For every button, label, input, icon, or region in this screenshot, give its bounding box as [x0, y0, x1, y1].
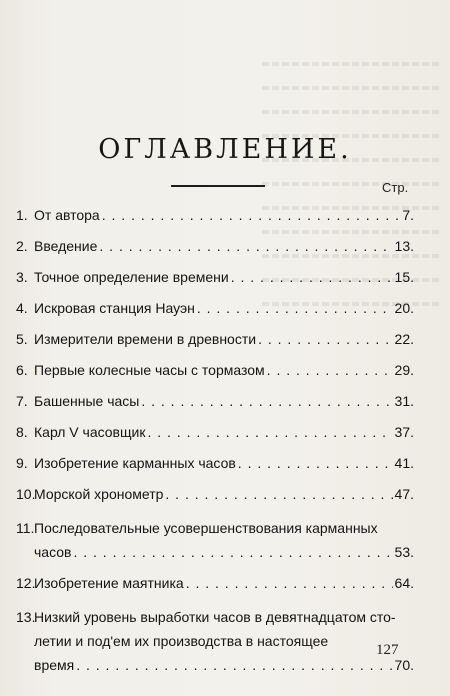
- toc-entry: [16, 448, 414, 479]
- dot-leader: [147, 417, 392, 448]
- toc-entry: [16, 386, 414, 417]
- entry-number: 2.: [16, 238, 28, 254]
- dot-leader: [99, 231, 392, 262]
- toc-entry: [16, 200, 414, 231]
- entry-title-line: часов: [34, 544, 72, 560]
- entry-title: Карл V часовщик: [34, 424, 146, 440]
- toc-entry: [16, 324, 414, 355]
- entry-number: 8.: [16, 424, 28, 440]
- page-heading: ОГЛАВЛЕНИЕ.: [98, 134, 352, 165]
- dot-leader: [73, 540, 392, 564]
- entry-title: Введение: [34, 238, 98, 254]
- entry-number: 3.: [16, 269, 28, 285]
- table-of-contents: [16, 200, 414, 681]
- entry-title: Точное определение времени: [34, 269, 229, 285]
- entry-title: Изобретение маятника: [34, 575, 184, 591]
- toc-entry: [16, 262, 414, 293]
- entry-number: 4.: [16, 300, 28, 316]
- dot-leader: [186, 568, 393, 599]
- dot-leader: [141, 386, 392, 417]
- entry-page: 15.: [394, 269, 414, 285]
- dot-leader: [76, 653, 392, 677]
- entry-number: 11.: [16, 520, 35, 536]
- entry-page: 20.: [394, 300, 414, 316]
- entry-title: Измерители времени в древности: [34, 331, 257, 347]
- entry-title-line: Низкий уровень выработки часов в девятнадцатом сто-: [34, 609, 396, 625]
- entry-number: 7.: [16, 393, 28, 409]
- entry-title-line: время: [34, 657, 75, 673]
- entry-page: 64.: [394, 575, 414, 591]
- entry-number: 9.: [16, 455, 28, 471]
- entry-number: 1.: [16, 207, 28, 223]
- entry-page: 53.: [394, 544, 414, 560]
- toc-entry: [16, 355, 414, 386]
- entry-number: 10.: [16, 486, 36, 502]
- entry-page: 22.: [394, 331, 414, 347]
- entry-page: 7.: [402, 207, 414, 223]
- entry-title: Башенные часы: [34, 393, 140, 409]
- entry-page: 47.: [394, 486, 414, 502]
- entry-page: 37.: [394, 424, 414, 440]
- heading-rule: [171, 185, 265, 187]
- dot-leader: [102, 200, 401, 231]
- toc-entry: [16, 510, 414, 568]
- dot-leader: [165, 479, 392, 510]
- dot-leader: [267, 355, 393, 386]
- dot-leader: [258, 324, 392, 355]
- toc-entry: [16, 599, 414, 681]
- page-column-label: Стр.: [382, 180, 409, 195]
- entry-number: 6.: [16, 362, 28, 378]
- entry-number: 13.: [16, 609, 36, 625]
- toc-entry: [16, 231, 414, 262]
- dot-leader: [197, 293, 393, 324]
- toc-entry: [16, 417, 414, 448]
- entry-page: 70.: [394, 657, 414, 673]
- toc-entry: [16, 293, 414, 324]
- entry-page: 41.: [394, 455, 414, 471]
- entry-title: Искровая станция Науэн: [34, 300, 195, 316]
- entry-title-line: летии и под'ем их производства в настоящее: [34, 633, 329, 649]
- entry-number: 5.: [16, 331, 28, 347]
- entry-title: Первые колесные часы с тормазом: [34, 362, 265, 378]
- dot-leader: [238, 448, 393, 479]
- toc-entry: [16, 568, 414, 599]
- dot-leader: [231, 262, 393, 293]
- entry-number: 12.: [16, 575, 36, 591]
- entry-page: 31.: [394, 393, 414, 409]
- entry-title: Изобретение карманных часов: [34, 455, 236, 471]
- entry-title: От автора: [34, 207, 100, 223]
- entry-page: 13.: [394, 238, 414, 254]
- entry-title: Морской хронометр: [34, 486, 164, 502]
- entry-page: 29.: [394, 362, 414, 378]
- page-number: 127: [376, 642, 399, 658]
- toc-entry: [16, 479, 414, 510]
- entry-title-line: Последовательные усовершенствования карманных: [34, 520, 378, 536]
